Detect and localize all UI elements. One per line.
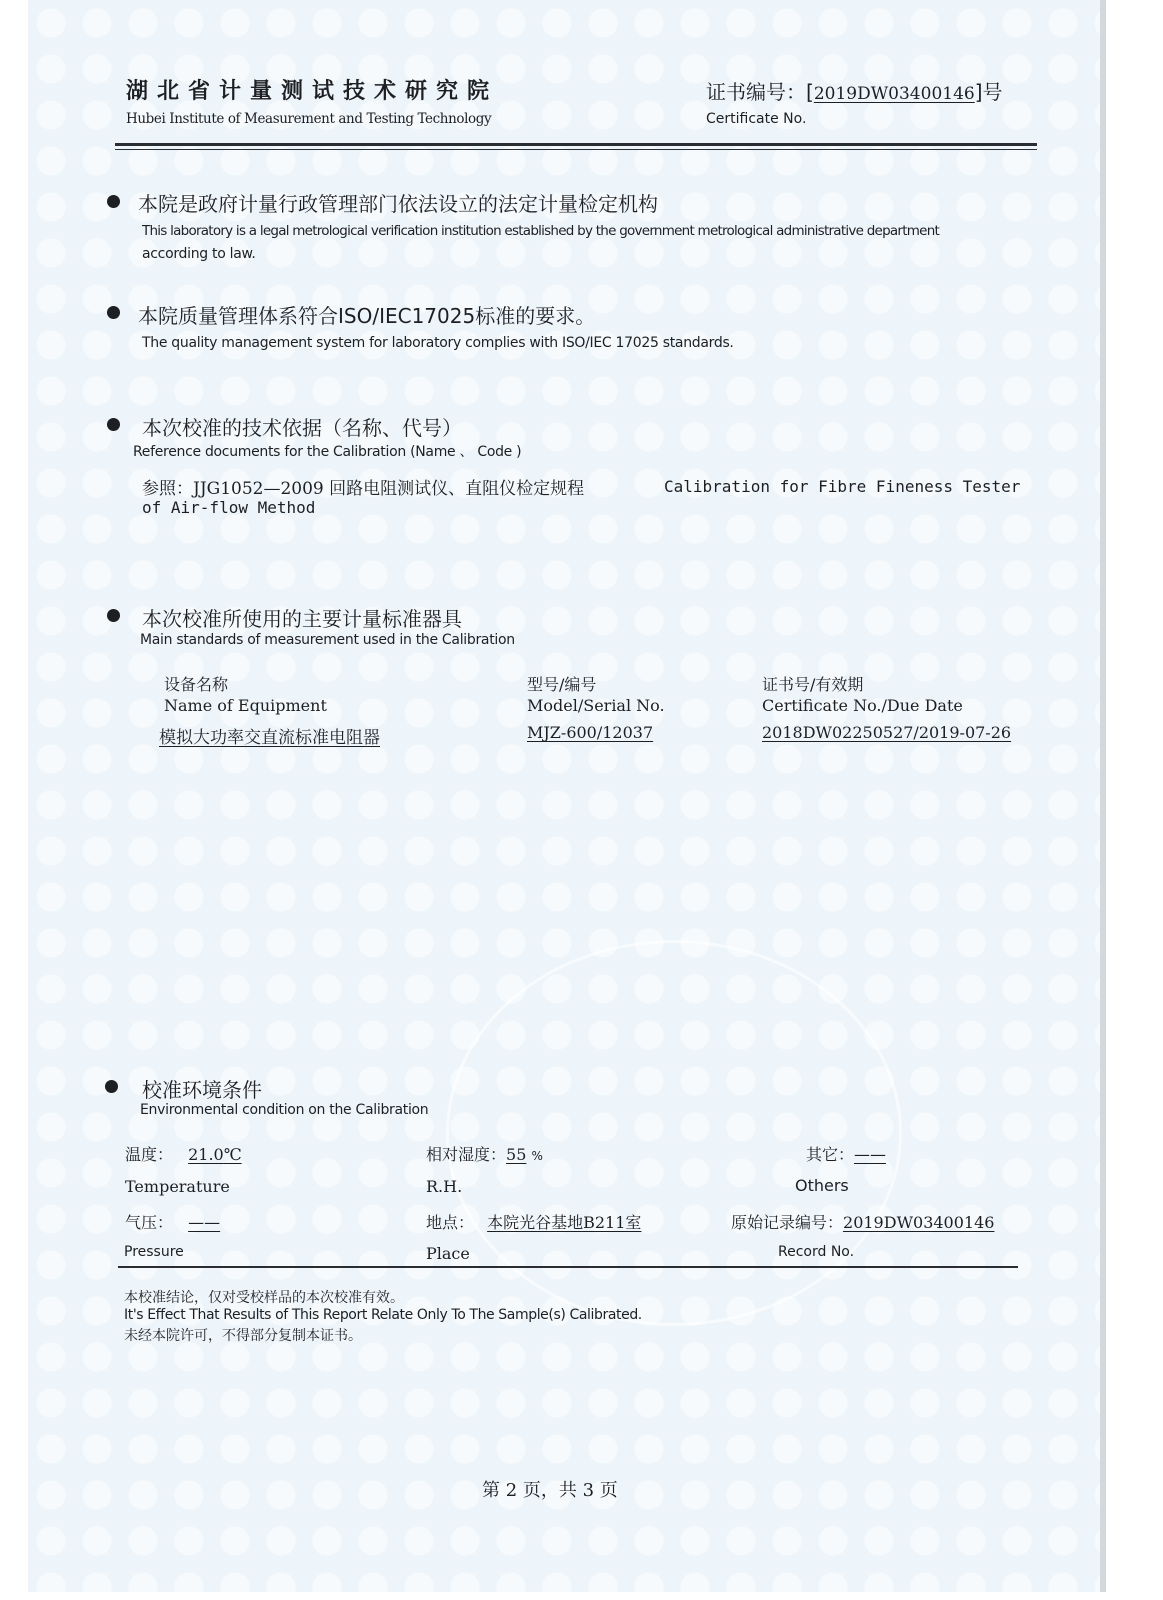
certificate-number-line [706,76,1003,105]
place-label-cn: 地点： [426,1213,475,1232]
temperature-label-cn: 温度： [125,1145,174,1164]
seal-watermark [446,940,902,1326]
column-header-equipment-cn: 设备名称 [164,675,229,694]
standards-heading-en: Main standards of measurement used in the Calibration [140,632,515,648]
rh-field [426,1142,543,1165]
institute-name-en: Hubei Institute of Measurement and Testing Technology [126,111,492,127]
temperature-unit: ℃ [223,1145,242,1164]
others-value: —— [854,1145,887,1164]
place-label-en: Place [426,1244,470,1263]
column-header-model-cn: 型号/编号 [527,675,597,694]
rh-label-cn: 相对湿度： [426,1145,507,1164]
record-field [731,1210,994,1233]
reference-heading-en: Reference documents for the Calibration (Name 、 Code ) [133,444,522,460]
column-header-model-en: Model/Serial No. [527,696,665,715]
validity-note-cn: 本校准结论，仅对受校样品的本次校准有效。 [124,1290,404,1306]
column-header-certificate-cn: 证书号/有效期 [762,675,864,694]
institute-name-cn: 湖北省计量测试技术研究院 [126,79,499,104]
pressure-value: —— [188,1213,221,1232]
equipment-name-cell: 模拟大功率交直流标准电阻器 [159,728,380,748]
standards-heading-cn: 本次校准所使用的主要计量标准器具 [142,607,462,631]
environment-rule [118,1266,1018,1268]
temperature-value [188,1145,242,1164]
record-value: 2019DW03400146 [843,1213,995,1232]
certificate-label-cn: 证书编号： [706,80,806,104]
temperature-number: 21.0 [188,1145,224,1164]
record-label-cn: 原始记录编号： [731,1213,844,1232]
pressure-label-en: Pressure [124,1244,184,1260]
bullet-icon [107,306,120,319]
rh-unit: % [531,1149,543,1163]
reference-document-cn: 参照：JJG1052—2009 回路电阻测试仪、直阻仪检定规程 [142,479,585,499]
others-field [806,1142,886,1165]
reference-document-en-cont: of Air-flow Method [142,498,316,517]
environment-heading-cn: 校准环境条件 [142,1078,262,1102]
column-header-equipment-en: Name of Equipment [164,696,327,715]
others-label-cn: 其它： [806,1145,855,1164]
reference-document-en: Calibration for Fibre Fineness Tester [664,477,1021,496]
temperature-field [125,1142,242,1165]
certificate-due-date-cell: 2018DW02250527/2019-07-26 [762,723,1012,742]
rh-label-en: R.H. [426,1177,463,1196]
certificate-bracket-close: ]号 [974,80,1003,104]
certificate-bracket-open: [ [806,80,814,104]
certificate-label-en: Certificate No. [706,111,807,127]
place-field [426,1210,641,1233]
rh-value: 55 [506,1145,527,1164]
page-indicator: 第 2 页，共 3 页 [482,1480,618,1501]
temperature-label-en: Temperature [125,1177,230,1196]
header-rule-thin [115,149,1037,150]
header-rule-thick [115,143,1037,146]
bullet-icon [107,418,120,431]
bullet-icon [107,609,120,622]
others-label-en: Others [795,1176,849,1195]
legal-statement-en-line1: This laboratory is a legal metrological verification institution established by the government metrological administrative department [142,223,940,239]
legal-statement-cn: 本院是政府计量行政管理部门依法设立的法定计量检定机构 [138,192,658,216]
copy-restriction-note-cn: 未经本院许可，不得部分复制本证书。 [124,1328,362,1344]
quality-statement-cn: 本院质量管理体系符合ISO/IEC17025标准的要求。 [138,304,596,328]
model-serial-cell: MJZ-600/12037 [527,723,654,742]
bullet-icon [107,195,120,208]
environment-heading-en: Environmental condition on the Calibration [140,1102,429,1118]
pressure-field [125,1210,220,1233]
certificate-number: 2019DW03400146 [813,84,975,104]
place-value: 本院光谷基地B211室 [487,1213,642,1232]
validity-note-en: It's Effect That Results of This Report Relate Only To The Sample(s) Calibrated. [124,1307,642,1323]
reference-heading-cn: 本次校准的技术依据（名称、代号） [142,416,462,440]
bullet-icon [105,1080,118,1093]
legal-statement-en-line2: according to law. [142,246,256,262]
quality-statement-en: The quality management system for laboratory complies with ISO/IEC 17025 standards. [142,335,734,351]
column-header-certificate-en: Certificate No./Due Date [762,696,963,715]
record-label-en: Record No. [778,1244,855,1260]
pressure-label-cn: 气压： [125,1213,174,1232]
